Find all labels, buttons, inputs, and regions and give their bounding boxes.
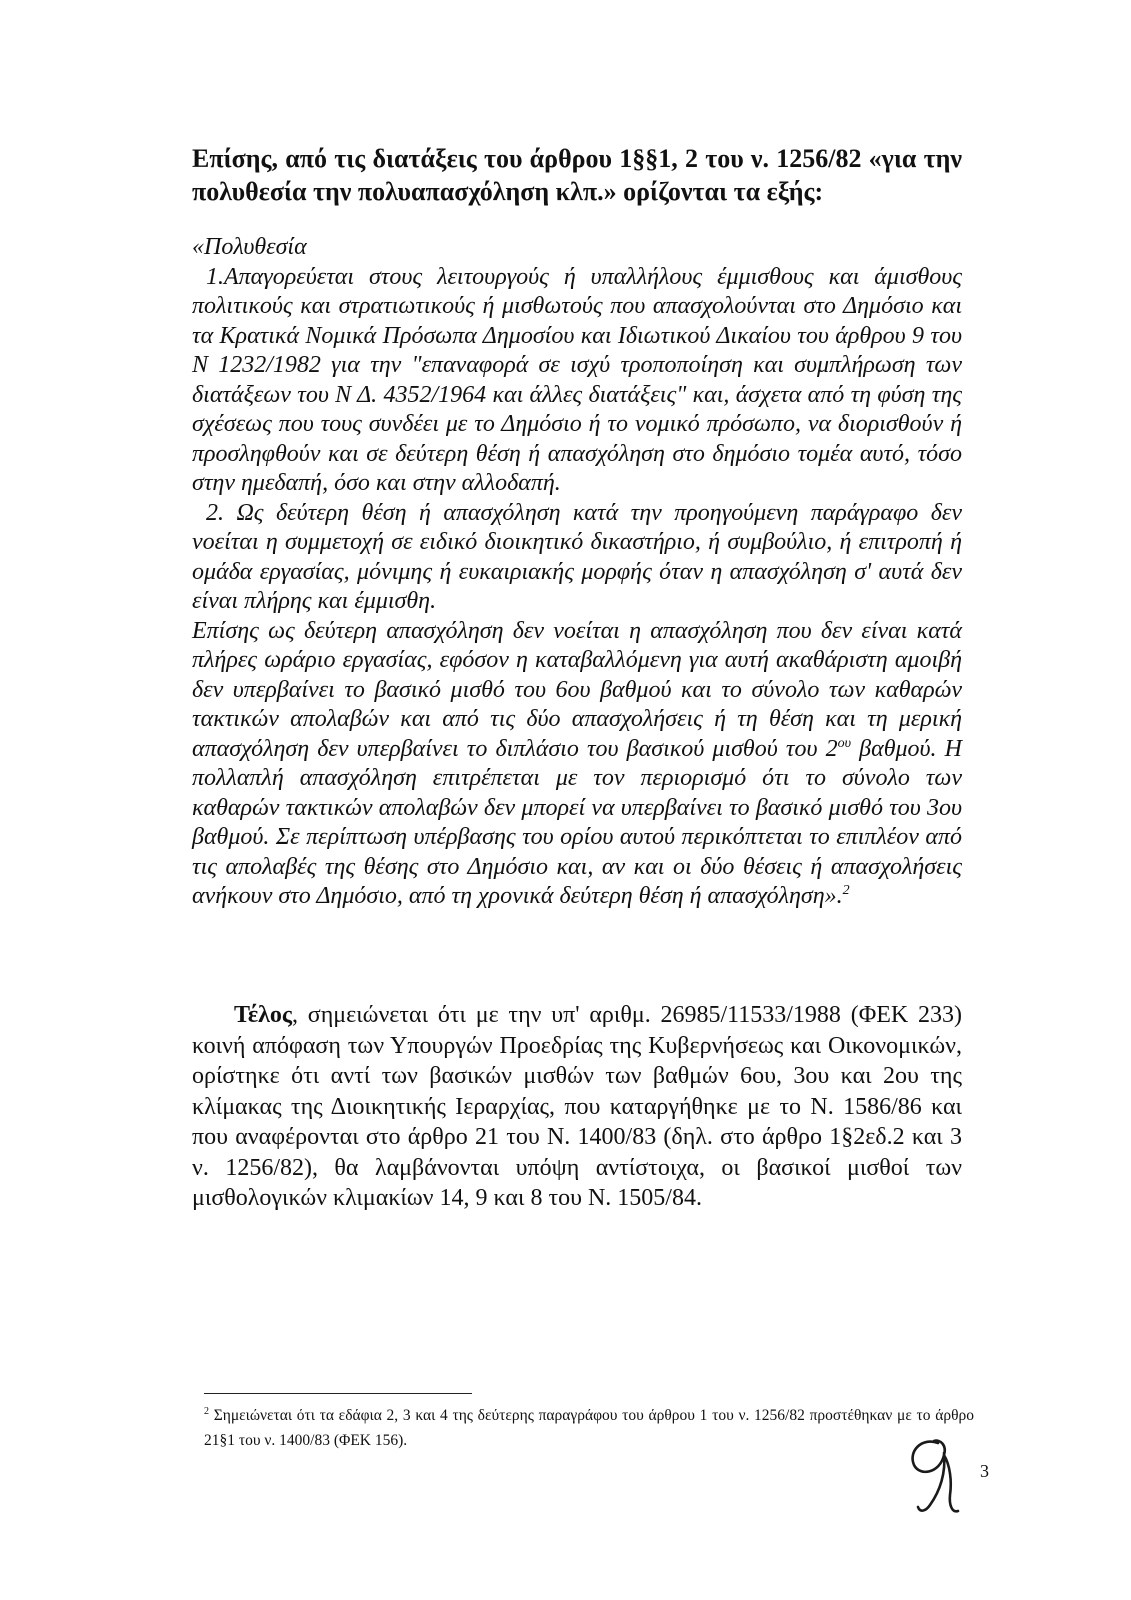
quote-paragraph-2: 2. Ως δεύτερη θέση ή απασχόληση κατά την προηγούμενη παράγραφο δεν νοείται η συμμετοχή σε ειδικό διοικητικό δικαστήριο, ή συμβούλιο, ή επιτροπή ή ομάδα εργασίας, μόνιμης ή ευκαιριακής μορφής όταν η απασχόληση σ' αυτά δεν είναι πλήρης και έμμισθη. (192, 499, 962, 614)
quoted-law-text (192, 233, 962, 912)
quote-paragraph-3-end: βαθμού. Η πολλαπλή απασχόληση επιτρέπεται με τον περιορισμό ότι το σύνολο των καθαρών τακτικών απολαβών δεν μπορεί να υπερβαίνει το βασικό μισθό του 3ου βαθμού. Σε περίπτωση υπέρβασης του ορίου αυτού περικόπτεται το επιπλέον από τις απολαβές της θέσης στο Δημόσιο και, αν και οι δύο θέσεις ή απασχολήσεις ανήκουν στο Δημόσιο, από τη χρονικά δεύτερη θέση ή απασχόληση». (192, 735, 963, 909)
section-heading: Επίσης, από τις διατάξεις του άρθρου 1§§1, 2 του ν. 1256/82 «για την πολυθεσία την πολυαπασχόληση κλπ.» ορίζονται τα εξής: (192, 144, 962, 206)
handwritten-initial-signature (900, 1425, 970, 1520)
page-number: 3 (980, 1461, 989, 1481)
quote-paragraph-3 (192, 617, 962, 912)
footnote-reference: 2 (842, 883, 850, 898)
quote-title: «Πολυθεσία (192, 234, 307, 260)
footnote (204, 1403, 974, 1453)
closing-lead-word: Τέλος (234, 1002, 292, 1028)
ordinal-superscript: ου (837, 735, 852, 751)
quote-paragraph-1: 1.Απαγορεύεται στους λειτουργούς ή υπαλλήλους έμμισθους και άμισθους πολιτικούς και στρατιωτικούς ή μισθωτούς που απασχολούνται στο Δημόσιο και τα Κρατικά Νομικά Πρόσωπα Δημοσίου και Ιδιωτικού Δικαίου του άρθρου 9 του Ν 1232/1982 για την "επαναφορά σε ισχύ τροποποίηση και συμπλήρωση των διατάξεων του Ν Δ. 4352/1964 και άλλες διατάξεις" και, άσχετα από τη φύση της σχέσεως που τους συνδέει με το Δημόσιο ή το νομικό πρόσωπο, να διορισθούν ή προσληφθούν και σε δεύτερη θέση ή απασχόληση στο δημόσιο τομέα αυτό, τόσο στην ημεδαπή, όσο και στην αλλοδαπή. (192, 263, 962, 496)
quote-paragraph-3-start: Επίσης ως δεύτερη απασχόληση δεν νοείται η απασχόληση που δεν είναι κατά πλήρες ωράριο εργασίας, εφόσον η καταβαλλόμενη για αυτή ακαθάριστη αμοιβή δεν υπερβαίνει το βασικό μισθό του 6ου βαθμού και το σύνολο των καθαρών τακτικών απολαβών και από τις δύο απασχολήσεις ή τη θέση και τη μερική απασχόληση δεν υπερβαίνει το διπλάσιο του βασικού μισθού του 2 (192, 617, 962, 762)
footnote-text: Σημειώνεται ότι τα εδάφια 2, 3 και 4 της δεύτερης παραγράφου του άρθρου 1 του ν. 1256/82 προστέθηκαν με το άρθρο 21§1 του ν. 1400/83 (ΦΕΚ 156). (204, 1407, 974, 1449)
footnote-number: 2 (204, 1405, 209, 1417)
footnote-divider (204, 1393, 472, 1394)
closing-text: , σημειώνεται ότι με την υπ' αριθμ. 26985/11533/1988 (ΦΕΚ 233) κοινή απόφαση των Υπουργών Προεδρίας της Κυβερνήσεως και Οικονομικών, ορίστηκε ότι αντί των βασικών μισθών των βαθμών 6ου, 3ου και 2ου της κλίμακας της Διοικητικής Ιεραρχίας, που καταργήθηκε με το Ν. 1586/86 και που αναφέρονται στο άρθρο 21 του Ν. 1400/83 (δηλ. στο άρθρο 1§2εδ.2 και 3 ν. 1256/82), θα λαμβάνονται υπόψη αντίστοιχα, οι βασικοί μισθοί των μισθολογικών κλιμακίων 14, 9 και 8 του Ν. 1505/84. (192, 1002, 962, 1211)
closing-paragraph (192, 1000, 962, 1214)
